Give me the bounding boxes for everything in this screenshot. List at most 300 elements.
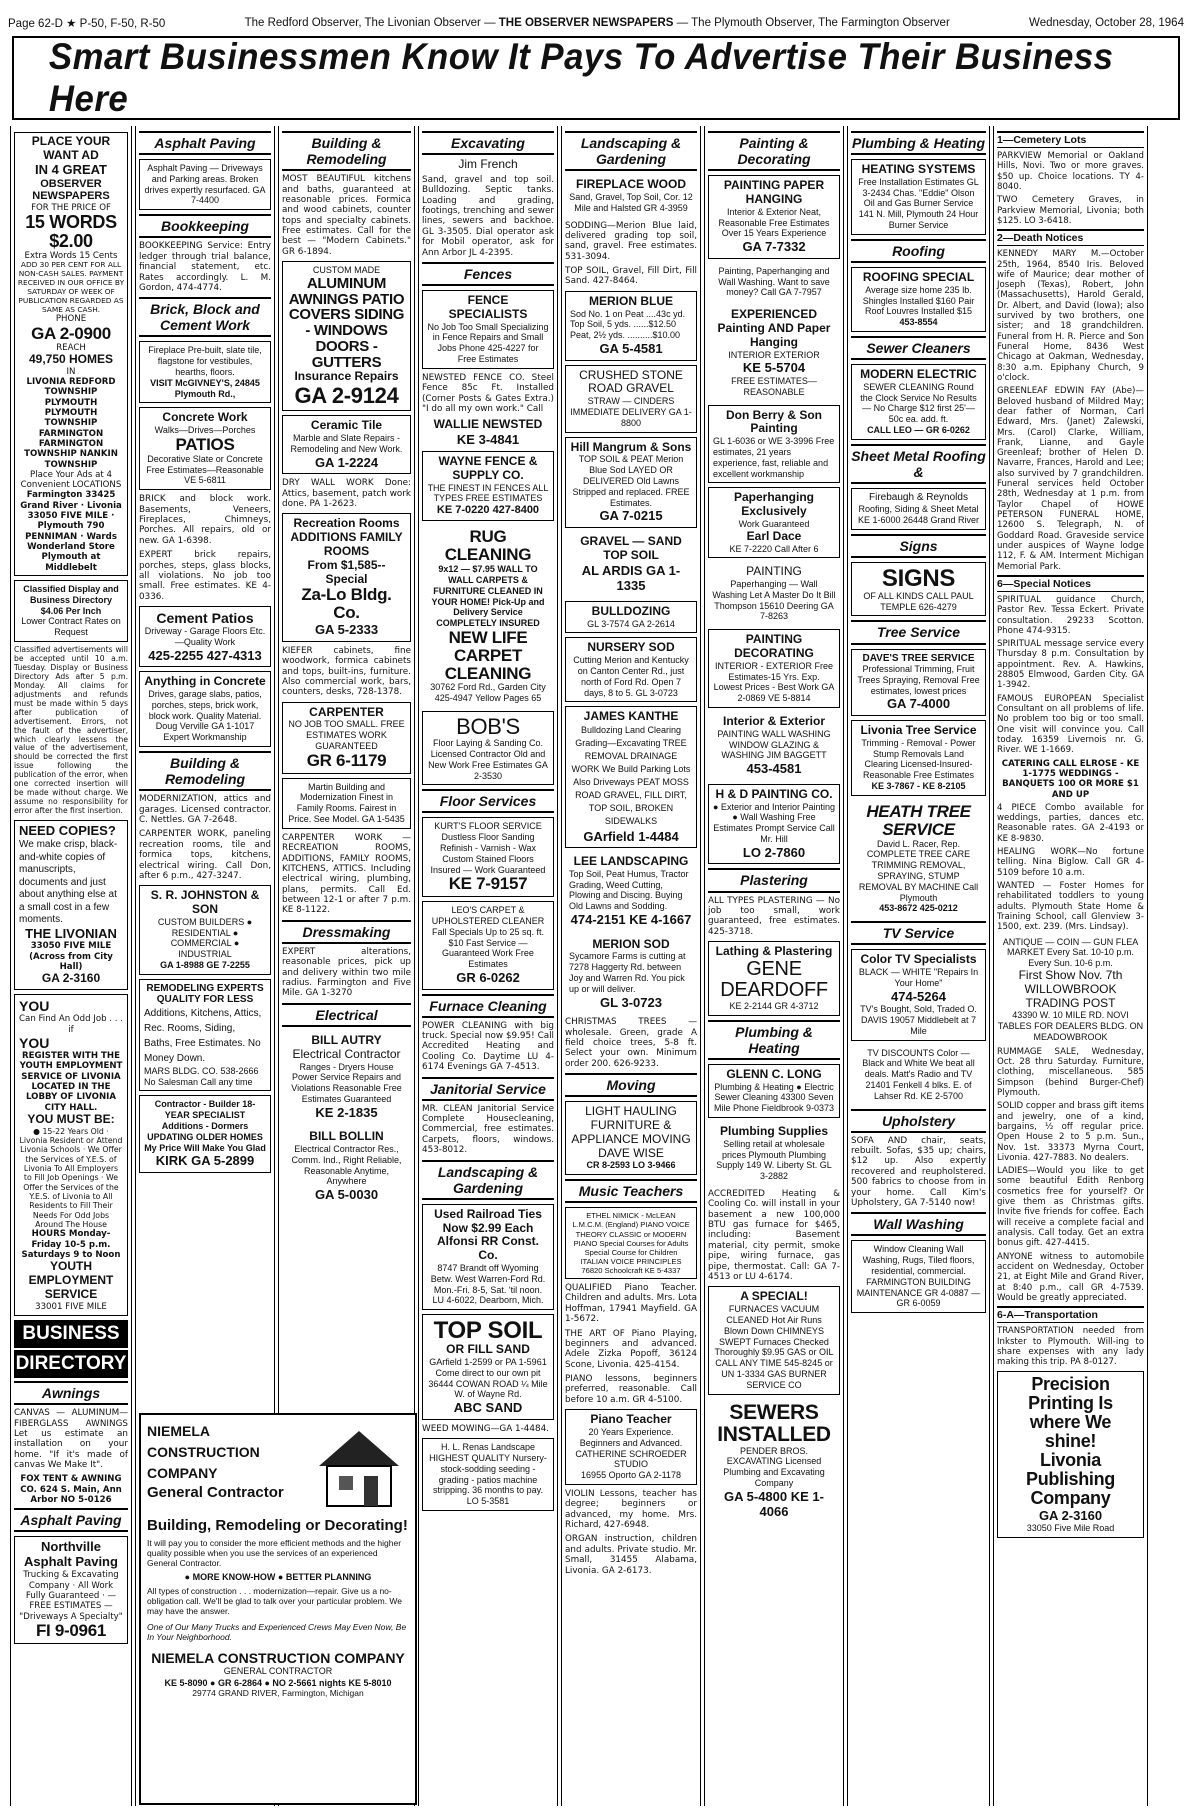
paper-hanging-ad (708, 175, 840, 259)
flea: ANTIQUE — COIN — GUN FLEA MARKET Every Sat. 10-10 p.m. Every Sun. 10-6 p.m. (1002, 936, 1139, 969)
heath-ad (851, 800, 986, 917)
bollin: BILL BOLLIN (309, 1129, 384, 1144)
crushed-text: STRAW — CINDERS IMMEDIATE DELIVERY GA 1-8800 (570, 396, 692, 428)
first-show: First Show Nov. 7th (1018, 967, 1123, 982)
dave-text: Professional Trimming, Fruit Trees Spraying, Removal Free estimates, lowest prices (857, 664, 980, 696)
nursery-ad (565, 637, 697, 702)
place-ads: Place Your Ads at 4 Convenient LOCATIONS (20, 469, 122, 491)
martin-ad: Martin Building and Modernization Finest in Family Rooms. Fairest in Price. See Model. GA 1-5435 (282, 778, 411, 829)
aluminum-phone: GA 2-9124 (294, 383, 399, 409)
anything-concrete-ad (139, 671, 271, 747)
extra-words: Extra Words 15 Cents (24, 250, 118, 261)
section-roofing: Roofing (851, 239, 986, 263)
northville-text: Trucking & Excavating Company · All Work Fully Guaranteed · — FREE ESTIMATES — "Driveways A Specialty" (19, 1570, 123, 1622)
cement-phone: 425-2255 427-4313 (148, 647, 262, 663)
price: 15 WORDS $2.00 (25, 212, 117, 252)
section-brick: Brick, Block and Cement Work (139, 297, 271, 337)
healing: HEALING WORK—No fortune telling. Nina Biglow. Call GR 4-5109 before 10 a.m. (997, 847, 1144, 878)
copper: SOLID copper and brass gift items and jewelry, one of a kind, bargains, ½ off regular price. Open House 2 to 5 p.m. Sun., Nov. 1st. 33373 Myrna Court, Livonia. 427-7883. No dealers. (997, 1101, 1144, 1163)
johnston-phone: GA 1-8988 GE 7-2255 (160, 960, 250, 971)
section-cemetery: 1—Cemetery Lots (997, 131, 1144, 148)
kanthe-ad (565, 706, 697, 848)
livpub-addr: 33050 Five Mile Road (1026, 1523, 1115, 1534)
modernization-ad: MODERNIZATION, attics and garages. Licensed contractor. C. Nettles. GA 7-2648. (139, 794, 271, 825)
nursery-text: Cutting Merion and Kentucky on Canton Center Rd., just north of Ford Rd. Open 7 days, 8 to 5. GL 3-0723 (573, 655, 689, 698)
daves-tree-ad (851, 649, 986, 716)
abc-sand: ABC SAND (453, 1400, 523, 1416)
insurance: Insurance Repairs (294, 369, 399, 384)
fence-spec: FENCE SPECIALISTS (448, 292, 528, 321)
piano-ad-2: THE ART OF Piano Playing, beginners and advanced. Adele Zizka Popoff, 36124 Scone, Livonia. 425-4154. (565, 1328, 697, 1370)
ethel-ad: ETHEL NIMICK - McLEAN L.M.C.M. (England) PIANO VOICE THEORY CLASSIC or MODERN PIANO Special Courses for Adults Special Course for Children ITALIAN VOICE PRINCIPLES 76820 Schoolcraft KE 5-4337 (565, 1207, 697, 1279)
observer: OBSERVER NEWSPAPERS (32, 177, 110, 203)
experienced: EXPERIENCED Painting AND Paper Hanging (717, 307, 831, 349)
precision: Precision Printing Is where We shine! (1028, 1374, 1113, 1452)
carpenter-text: NO JOB TOO SMALL. FREE ESTIMATES WORK GUARANTEED (288, 719, 405, 752)
section-asphalt: Asphalt Paving (14, 1508, 128, 1532)
phone: GA 2-0900 (31, 323, 111, 343)
papers-left: The Redford Observer, The Livonian Observer — (244, 17, 496, 29)
merion-sod: MERION SOD (592, 936, 670, 951)
niemela-phone: KE 5-8090 ● GR 6-2864 ● NO 2-5661 nights KE 5-8010 (164, 1678, 392, 1688)
heating: HEATING SYSTEMS (861, 162, 976, 177)
ardis-ad (565, 532, 697, 597)
signs-ad (851, 562, 986, 617)
bobs-ad (422, 711, 554, 785)
window-cleaning-ad: Window Cleaning Wall Washing, Rugs, Tiled floors, residential, commercial. FARMINGTON BUILDING MAINTENANCE GR 4-0887 — GR 6-0059 (851, 1240, 986, 1313)
cement-patios: Cement Patios (156, 610, 254, 626)
column-5 (561, 126, 701, 1806)
column-6 (704, 126, 844, 1806)
lower-rates: Lower Contract Rates on Request (21, 616, 121, 638)
signs: SIGNS (881, 564, 956, 592)
lathing: Lathing & Plastering (715, 944, 833, 959)
hours: HOURS Monday-Friday 10-5 p.m. Saturdays 9 to Noon (21, 1229, 121, 1261)
greenleaf-notice: GREENLEAF EDWIN FAY (Abe)—Beloved husband of Mildred May; dear father of Norman, Carl Edward, Mrs. (Janet) Zalewski, Mrs. (Carol) Clarke, William, Frank, Lianne, and Gayle Greenleaf; brother of Helen D. Navarre, Frances, Harold and Lee; also survived by 7 grandchildren. Funeral services held October 28th, Wednesday at 1 p.m. from Taylor Chapel of HOWE PETERSON FUNERAL HOME, 12600 S. Telegraph, N. of Goddard Road. Graveside service under auspices of Wayne lodge 112, F. & AM. Interment Michigan Memorial Park. (997, 386, 1144, 572)
section-moving: Moving (565, 1073, 697, 1097)
topsoil-ad (422, 1314, 554, 1420)
merion-sod-text: Sycamore Farms is cutting at 7278 Haggerty Rd. between Joy and Warren Rd. You pick up or will deliver. (569, 951, 686, 994)
drywall-ad: DRY WALL WORK Done: Attics, basement, patch work done. PA 1-2623. (282, 478, 411, 510)
remodeling: REMODELING EXPERTS QUALITY FOR LESS (146, 982, 264, 1006)
lee-ad (565, 852, 697, 931)
section-death: 2—Death Notices (997, 229, 1144, 246)
rug: RUG CLEANING (444, 527, 532, 565)
kirk-ad (139, 1095, 271, 1173)
kitchens-ad: MOST BEAUTIFUL kitchens and baths, guaranteed at reasonable prices. Formica and wood cabinets, counter tops and specialty cabinets. Free estimates. Call for the best — "Modern Cabinets." GR 6-1894. (282, 174, 411, 257)
wall-washing-ad: Painting, Paperhanging and Wall Washing. Want to save money? Call GA 7-7957 (718, 265, 830, 298)
janitorial-ad: MR. CLEAN Janitorial Service Complete Housecleaning, Commercial, free estimates. Carpets, floors, windows. 453-8012. (422, 1103, 554, 1156)
liv-text: Trimming - Removal - Power Stump Removals Land Clearing Licensed-Insured-Reasonable Free Estimates (861, 737, 976, 781)
livonian-addr: 33050 FIVE MILE (Across from City Hall) (29, 941, 113, 973)
towns: LIVONIA REDFORD TOWNSHIP PLYMOUTH PLYMOUTH TOWNSHIP FARMINGTON FARMINGTON TOWNSHIP NANKIN TOWNSHIP (24, 377, 118, 470)
custom-made: CUSTOM MADE (312, 265, 381, 276)
phone-label: PHONE (55, 314, 87, 325)
kanthe-text: Bulldozing Land Clearing Grading—Excavating TREE REMOVAL DRAINAGE WORK We Build Parking Lots Also Driveways PEAT MOSS ROAD GRAVEL, FILL DIRT, TOP SOIL, BROKEN SIDEWALKS (571, 725, 691, 827)
firebaugh-ad (851, 488, 986, 530)
earl-dace: Earl Dace (746, 528, 802, 543)
column-7 (847, 126, 990, 1806)
catering: CATERING CALL ELROSE - KE 1-1775 WEDDINGS - BANQUETS 100 OR MORE $1 AND UP (1001, 758, 1140, 800)
awnings-ad-box (282, 261, 411, 411)
decorating-text: INTERIOR - EXTERIOR Free Estimates-15 Yrs. Exp. Lowest Prices - Best Work GA 2-0869 VE 5-8814 (713, 660, 835, 704)
section-plumbing: Plumbing & Heating (708, 1020, 840, 1060)
cement-text: Driveway - Garage Floors Etc.—Quality Work (144, 626, 266, 647)
mars-bldg: MARS BLDG. CO. 538-2666 No Salesman Call any time (144, 1065, 259, 1087)
northville-ad (14, 1536, 128, 1643)
light-hauling: LIGHT HAULING FURNITURE & APPLIANCE MOVING DAVE WISE (571, 1104, 691, 1160)
wallie-phone: KE 3-4841 (456, 432, 520, 448)
niemela-text3: One of Our Many Trucks and Experienced Crews May Even Now, Be In Your Neighborhood. (147, 1622, 407, 1642)
roofing-phone: 453-8554 (899, 317, 938, 328)
northville-phone: FI 9-0961 (35, 1620, 107, 1640)
bollin-ad (282, 1127, 411, 1206)
lee: LEE LANDSCAPING (573, 854, 689, 869)
heath: HEATH TREE SERVICE (866, 801, 971, 839)
must-be: YOU MUST BE: (27, 1111, 115, 1126)
section-transport: 6-A—Transportation (997, 1306, 1144, 1323)
rug-ad (422, 525, 554, 707)
piano-teacher-phone: 16955 Oporto GA 2-1178 (581, 1470, 681, 1481)
fox-tent: FOX TENT & AWNING CO. 624 S. Main, Ann Arbor NO 5-0126 (20, 1474, 122, 1506)
spiritual-1: SPIRITUAL guidance Church, Pastor Rev. Tessa Eckert. Private consultation. 29233 Scotton. Phone 474-9315. (997, 594, 1144, 636)
northville: Northville Asphalt Paving (24, 1539, 118, 1570)
glenn-ad (708, 1064, 840, 1118)
ceramic-ad (282, 415, 411, 474)
niemela-foot-sub: GENERAL CONTRACTOR (223, 1666, 333, 1676)
piano-teacher-text: 20 Years Experience. Beginners and Advanced. CATHERINE SCHROEDER STUDIO (575, 1426, 687, 1470)
papers-right: — The Plymouth Observer, The Farmington Observer (676, 17, 950, 29)
organ-ad: ORGAN instruction, children and adults. Private studio. Mr. Small, 31455 Alabama, Livonia. GA 2-6173. (565, 1534, 697, 1576)
hd-text: ● Exterior and Interior Painting ● Wall Washing Free Estimates Prompt Service Call Mr. Hill (713, 801, 835, 845)
niemela-knowhow: ● MORE KNOW-HOW ● BETTER PLANNING (184, 1572, 372, 1582)
firebaugh-text: Roofing, Siding & Sheet Metal KE 1-6000 26448 Grand River (857, 504, 980, 525)
plastering-ad: ALL TYPES PLASTERING — No job too small, work guaranteed, free estimates. 425-3718. (708, 895, 840, 937)
leos-ad (422, 901, 554, 989)
niemela-text: It will pay you to consider the more efficient methods and the higher quality possible when you use the services of an experienced General Contractor. (147, 1538, 402, 1568)
dave-phone: GA 7-4000 (886, 696, 951, 712)
foster: WANTED — Foster Homes for rehabilitated toddlers to young adults. Plymouth State Home & Training School, call Glenview 3-1500, ext. 239. (Mrs. Lindsay). (997, 881, 1144, 933)
witness: ANYONE witness to automobile accident on Wednesday, October 21, at Eight Mile and Grand River, at 8:40 p.m., call GR 4-7539. Would be greatly appreciated. (997, 1251, 1144, 1303)
willow-text: 43390 W. 10 MILE RD. NOVI TABLES FOR DEALERS BLDG. ON MEADOWBROOK (997, 1010, 1144, 1042)
you: YOU (19, 998, 50, 1015)
merion-sod-ad (565, 935, 697, 1014)
roofing-text: Average size home 235 lb. Shingles Installed $160 Pair Roof Louvres Installed $15 (862, 284, 975, 317)
firewood: FIREPLACE WOOD (576, 177, 686, 192)
heating-text: Free Installation Estimates GL 3-2434 Chas. "Eddie" Olson Oil and Gas Burner Service 141 N. Mill, Plymouth 24 Hour Burner Service (858, 176, 979, 231)
asphalt-ad: Asphalt Paving — Driveways and Parking areas. Broken drives expertly resurfaced. GA 7-4400 (139, 159, 271, 210)
supplies: Plumbing Supplies (719, 1123, 828, 1138)
weed-ad: WEED MOWING—GA 1-4484. (422, 1423, 549, 1434)
flea-ad (997, 937, 1144, 1043)
locations: Farmington 33425 Grand River · Livonia 33050 FIVE MILE · Plymouth 790 PENNIMAN · Wards Wonderland Store Plymouth at Middlebelt (20, 490, 122, 573)
transport: TRANSPORTATION needed from Inkster to Plymouth. Will-ing to share expenses with any lady making this trip. PA 8-0127. (997, 1326, 1144, 1368)
crushed: CRUSHED STONE ROAD GRAVEL (579, 367, 683, 396)
reach: REACH (56, 342, 86, 353)
signs-text: OF ALL KINDS CALL PAUL TEMPLE 626-4279 (863, 590, 974, 612)
ceramic: Ceramic Tile (310, 418, 383, 433)
baggett-ad (708, 712, 840, 780)
liv-phone: KE 3-7867 - KE 8-2105 (871, 781, 966, 792)
ardis: AL ARDIS GA 1-1335 (581, 562, 681, 594)
section-painting: Painting & Decorating (708, 131, 840, 171)
in-word: IN (66, 366, 76, 377)
leos-phone: GR 6-0262 (456, 970, 520, 986)
don-berry-ad (708, 405, 840, 484)
sodding-ad: SODDING—Merion Blue laid, delivered grading top soil, sand, gravel. Free estimates. 531-3094. (565, 220, 697, 262)
must-text: ● 15-22 Years Old · Livonia Resident or Attend Livonia Schools · We Offer the Services of Y.E.S. of Livonia To All Employers to Fill Job Openings · We Offer the Services of the Y.E.S. of Livonia to All Residents to Fill Their Needs For Odd Jobs Around The House (19, 1126, 123, 1230)
concrete-sub: Walks—Drives—Porches (154, 425, 256, 436)
roofing-special: ROOFING SPECIAL (862, 269, 975, 284)
railroad: Used Railroad Ties Now $2.99 Each Alfonsi RR Const. Co. (434, 1206, 542, 1263)
kirk-phone: KIRK GA 5-2899 (155, 1153, 255, 1169)
section-building-2: Building & Remodeling (282, 131, 411, 171)
paper-hanging: PAINTING PAPER HANGING (723, 178, 825, 206)
section-dressmaking: Dressmaking (282, 920, 411, 944)
glenn: GLENN C. LONG (726, 1066, 822, 1081)
sewers-text: PENDER BROS. EXCAVATING Licensed Plumbing and Excavating Company (723, 1445, 825, 1488)
color-sub: TV's Bought, Sold, Traded O. DAVIS 19057 Middlebelt at 7 Mile (860, 1004, 977, 1036)
ladies: LADIES—Would you like to get some beautiful Edith Renborg cosmetics free for yourself? Or give them as Christmas gifts. Invite five friends for coffee. Each will receive a complete facial and analysis. Call today. Get an extra bonus gift. 427-4415. (997, 1166, 1144, 1249)
hill-text: TOP SOIL & PEAT Merion Blue Sod LAYED OR DELIVERED Old Lawns Stripped and replaced. FREE Estimates. (572, 454, 690, 508)
painting-2-text: Paperhanging — Wall Washing Let A Master Do It Bill Thompson 15610 Deering GA 7-8263 (712, 579, 836, 622)
exp-phone: KE 5-5704 (742, 360, 806, 376)
graves-ad: TWO Cemetery Graves, in Parkview Memorial, Livonia; both $125. LO 3-6418. (997, 195, 1144, 226)
painting-2: PAINTING (746, 564, 802, 579)
railroad-text: 8747 Brandt off Wyoming Betw. West Warren-Ford Rd. Mon.-Fri. 8-5, Sat. 'til noon. LU 4-6022, Dearborn, Mich. (430, 1262, 546, 1306)
fence-text: No Job Too Small Specializing in Fence Repairs and Small Jobs Phone 425-4227 for Free Estimates (427, 321, 549, 364)
merion-sod-phone: GL 3-0723 (600, 994, 662, 1010)
sewers-ad (708, 1399, 840, 1523)
sewers: SEWERS INSTALLED (717, 1400, 831, 1446)
directory-title: DIRECTORY (14, 1350, 128, 1378)
bollin-text: Electrical Contractor Res., Comm. Ind., Right Reliable, Reasonable Anytime, Anywhere (291, 1144, 402, 1187)
livonia-tree: Livonia Tree Service (860, 723, 977, 738)
section-awnings: Awnings (14, 1381, 128, 1405)
experienced-ad (708, 305, 840, 400)
light-hauling-ad (565, 1101, 697, 1175)
register: REGISTER WITH THE YOUTH EMPLOYMENT SERVICE OF LIVONIA LOCATED IN THE LOBBY OF LIVONIA CITY HALL. (19, 1051, 123, 1113)
willowbrook: WILLOWBROOK TRADING POST (1024, 981, 1117, 1010)
niemela-ad (139, 1413, 417, 1805)
parkview-ad: PARKVIEW Memorial or Oakland Hills, Novi. Two or more graves. $50 up. Choice locations. TY 4-8040. (997, 151, 1144, 192)
firewood-text: Sand, Gravel, Top Soil, Cor. 12 Mile and Halsted GR 4-3959 (569, 191, 693, 213)
brick-ad: BRICK and block work. Basements, Veneers, Fireplaces, Chimneys, Porches. All repairs, old or new. GA 1-6398. (139, 494, 271, 546)
section-furnace: Furnace Cleaning (422, 994, 554, 1018)
section-music: Music Teachers (565, 1179, 697, 1203)
cement-patios-ad (139, 606, 271, 667)
autry: BILL AUTRY (311, 1032, 382, 1047)
classified-rates (14, 580, 128, 642)
wayne-text: THE FINEST IN FENCES ALL TYPES FREE ESTIMATES (427, 482, 549, 504)
autry-ad (282, 1031, 411, 1123)
cash-note: ADD 30 PER CENT FOR ALL NON-CASH SALES. PAYMENT RECEIVED IN OUR OFFICE BY SATURDAY OF WEEK OF PUBLICATION REGARDED AS SAME AS CASH. (17, 260, 125, 314)
niemela-name: NIEMELA CONSTRUCTION COMPANY (147, 1423, 260, 1481)
need-text: We make crisp, black-and-white copies of manuscripts, documents and just about anything else at a small cost in a few moments. (19, 839, 118, 926)
for-price: FOR THE PRICE OF (31, 202, 111, 213)
page-number: Page 62-D ★ P-50, F-50, R-50 (8, 18, 166, 30)
section-special: 6—Special Notices (997, 575, 1144, 592)
gene-deardoff: GENE DEARDOFF (720, 957, 828, 1001)
livonian-phone: GA 2-3160 (41, 971, 101, 986)
fill-sand: OR FILL SAND (446, 1342, 530, 1357)
zalo-ad (282, 513, 411, 641)
gravel: GRAVEL — SAND TOP SOIL (580, 533, 682, 562)
section-sewer: Sewer Cleaners (851, 336, 986, 360)
recreation: Recreation Rooms ADDITIONS FAMILY ROOMS (290, 516, 403, 559)
niemela-addr: 29774 GRAND RIVER, Farmington, Michigan (192, 1688, 364, 1698)
new-life: NEW LIFE CARPET CLEANING (444, 627, 532, 683)
section-upholstery: Upholstery (851, 1109, 986, 1133)
business-title: BUSINESS (14, 1320, 128, 1348)
hd-phone: LO 2-7860 (742, 844, 806, 860)
heating-ad (851, 159, 986, 235)
baggett-phone: 453-4581 (746, 761, 802, 777)
crushed-ad (565, 365, 697, 433)
policy: Classified advertisements will be accepted until 10 a.m. Tuesday. Display or Business Directory Ads after 5 p.m. Monday. All claims for adjustments and refunds must be made within 5 days after publication of advertisement. Errors, not the fault of the advertiser, which clearly lessens the value of the advertisement, should be corrected the first issue following the publication of the error, when one corrected insertion will be made without charge. We assume no responsibility for error after the first insertion. (14, 644, 128, 816)
section-landscaping: Landscaping & Gardening (422, 1160, 554, 1200)
issue-date: Wednesday, October 28, 1964 (1029, 17, 1184, 29)
piano-teacher: Piano Teacher (590, 1412, 672, 1427)
you2: YOU (19, 1034, 50, 1051)
paper-text: Interior & Exterior Neat, Reasonable Free Estimates Over 15 Years Experience (718, 206, 830, 239)
wallie: WALLIE NEWSTED (433, 417, 543, 432)
color-tv: Color TV Specialists (860, 952, 977, 967)
french-ad: Sand, gravel and top soil. Bulldozing. Septic tanks. Loading and grading, footings, trenching and sewer lines, sewers and backhoe. GL 3-3505. Dial operator ask for Mobil operator, ask for Ann Arbor JL 4-2395. (422, 174, 554, 258)
combo: 4 PIECE Combo available for weddings, parties, dances etc. Reasonable rates. GA 2-4193 or KE 8-9830. (997, 802, 1144, 844)
merion-text: Sod No. 1 on Peat ....43c yd. Top Soil, 5 yds. ......$12.50 Peat, 2½ yds. ..........$10.00 (570, 308, 686, 341)
livonian: THE LIVONIAN (25, 925, 117, 941)
earl-ad (708, 487, 840, 558)
hill-phone: GA 7-0215 (599, 508, 663, 524)
don-berry: Don Berry & Son Painting (725, 407, 822, 436)
bookkeeping-ad: BOOKKEEPING Service: Entry ledger through trial balance, financial statement, etc. Rates accordingly. L. M. Gordon, 474-4774. (139, 241, 271, 293)
roofing-ad (851, 267, 986, 332)
livonia-tree-ad (851, 720, 986, 796)
place-ad: PLACE YOUR WANT AD (31, 134, 111, 162)
color-text: BLACK — WHITE "Repairs In Your Home" (858, 967, 979, 988)
wayne-ad (422, 451, 554, 521)
ceramic-text: Marble and Slate Repairs - Remodeling and New Work. (290, 433, 403, 454)
concrete-ad (139, 407, 271, 490)
light-phone: CR 8-2593 LO 3-9466 (586, 1160, 676, 1171)
anything-text: Drives, garage slabs, patios, porches, steps, brick work, block work. Quality Material. Doug Verville GA 1-1017 Expert Workmanship (148, 689, 262, 743)
piano-ad-1: QUALIFIED Piano Teacher. Children and adults. Mrs. Lota Hoffman, 17941 Mayfield. GA 1-5672. (565, 1283, 697, 1325)
bulldozing: BULLDOZING (591, 603, 671, 618)
exp-sub: FREE ESTIMATES—REASONABLE (731, 375, 817, 397)
column-want-ads (10, 126, 132, 1806)
exp-text: INTERIOR EXTERIOR (728, 349, 820, 360)
autry-phone: KE 2-1835 (315, 1104, 378, 1120)
headline-banner (12, 36, 1180, 120)
special-text: FURNACES VACUUM CLEANED Hot Air Runs Blown Down CHIMNEYS SWEPT Furnaces Checked Thoroughly $9.95 GAS or OIL CALL ANY TIME 545-8245 or UN 1-3334 GAS BURNER SERVICE CO (714, 1304, 834, 1390)
new-life-text: 30762 Ford Rd., Garden City 425-4947 Yellow Pages 65 (430, 682, 546, 704)
livonia-publishing: Livonia Publishing Company (1026, 1450, 1115, 1508)
need-copies-ad (14, 820, 128, 990)
autry-sub: Electrical Contractor (292, 1046, 401, 1061)
gene-phone: KE 2-2144 GR 4-3712 (729, 1000, 819, 1011)
kurts-text: KURT'S FLOOR SERVICE Dustless Floor Sanding Refinish - Varnish - Wax Custom Stained Floors Insured — Work Guaranteed (430, 821, 546, 875)
decorating: PAINTING DECORATING (734, 632, 814, 661)
lee-phone: 474-2151 KE 4-1667 (570, 912, 692, 928)
zalo: Za-Lo Bldg. Co. (301, 585, 392, 623)
tv-discounts-ad: TV DISCOUNTS Color — Black and White We beat all deals. Matt's Radio and TV 21401 Fenkell 4 blks. E. of Lahser Rd. KE 2-5700 (862, 1047, 975, 1101)
concrete: Concrete Work (162, 410, 248, 425)
carpenter-box (282, 702, 411, 774)
newsted-ad: NEWSTED FENCE CO. Steel Fence 85c Ft. Installed (Corner Posts & Gates Extra.) "I do all my own work." Call (422, 372, 554, 414)
niemela-foot: NIEMELA CONSTRUCTION COMPANY (151, 1650, 405, 1666)
section-floor: Floor Services (422, 789, 554, 813)
mcgivney-ad (139, 341, 271, 403)
remodeling-ad (139, 979, 271, 1092)
you-text: Can Find An Odd Job . . . if (19, 1014, 123, 1035)
house-illustration (309, 1421, 409, 1511)
bulldozing-ad (565, 601, 697, 634)
papr-text: Work Guaranteed (738, 518, 810, 529)
lee-text: Top Soil, Peat Humus, Tractor Grading, Weed Cutting, Plowing and Discing. Buying Old Lawns and Sodding. (569, 868, 689, 912)
in-four: IN 4 GREAT (35, 161, 107, 177)
piano-teacher-ad (565, 1409, 697, 1485)
alterations-ad: EXPERT alterations, reasonable prices, pick up and delivery within two mile radius. Farmington and Five Mile. GA 1-3270 (282, 946, 411, 999)
glenn-text: Plumbing & Heating ● Electric Sewer Cleaning 43300 Seven Mile Phone Fieldbrook 9-0373 (713, 1081, 835, 1114)
rug-text: 9x12 — $7.95 WALL TO WALL CARPETS & FURNITURE CLEANED IN YOUR HOME! Pick-Up and Delivery Service COMPLETELY INSURED (431, 564, 545, 629)
section-building: Building & Remodeling (139, 751, 271, 791)
hill: Hill Mangrum & Sons (570, 439, 692, 454)
interior-exterior: Interior & Exterior (722, 714, 826, 729)
niemela-text2: All types of construction . . . modernization—repair. Give us a no-obligation call. We'll be glad to talk over your particular problem. We may have the answer. (147, 1586, 403, 1616)
color-phone: 474-5264 (891, 988, 946, 1004)
xmas-ad: CHRISTMAS TREES — wholesale. Green, grade A field choice trees, 5-8 ft. Select your own. Minimum order 200. 626-9233. (565, 1017, 697, 1069)
section-asphalt-paving: Asphalt Paving (139, 131, 271, 155)
bobs: BOB'S (456, 714, 520, 740)
wayne: WAYNE FENCE & SUPPLY CO. (438, 454, 538, 482)
want-ad-box (14, 132, 128, 576)
anything-concrete: Anything in Concrete (144, 674, 266, 689)
section-signs: Signs (851, 534, 986, 558)
section-tree: Tree Service (851, 620, 986, 644)
carpenter-phone: GR 6-1179 (306, 750, 387, 770)
livpub-phone: GA 2-3160 (1038, 1507, 1103, 1523)
niemela-head: Building, Remodeling or Decorating! (147, 1517, 408, 1534)
section-wall-washing: Wall Washing (851, 1212, 986, 1236)
carpenter-work-ad: CARPENTER WORK — RECREATION ROOMS, ADDITIONS, FAMILY ROOMS, KITCHENS, ATTICS. Including electrical wiring, plumbing, plans, permits. Call Ed. between 12-1 or after 7 p.m. KE 8-1122. (282, 832, 411, 916)
wayne-phone: KE 7-0220 427-8400 (436, 504, 540, 517)
yes-addr: 33001 FIVE MILE (35, 1301, 107, 1312)
fill-text: GArfield 1-2599 or PA 1-5961 Come direct to our own pit 36444 COWAN ROAD ¼ Mile W. of Wayne Rd. (428, 1357, 548, 1400)
aluminum: ALUMINUM AWNINGS PATIO COVERS SIDING - WINDOWS DOORS - GUTTERS (288, 274, 405, 371)
johnston-ad (139, 885, 271, 975)
johnston: S. R. JOHNSTON & SON (150, 888, 260, 917)
firewood-ad (565, 175, 697, 216)
paper-phone: GA 7-7332 (742, 239, 806, 255)
special: A SPECIAL! (740, 1289, 808, 1304)
rummage: RUMMAGE SALE, Wednesday, Oct. 28 thru Saturday. Furniture, clothing, miscellaneous. 585 Simpson (behind Burger-Chef) Plymouth. (997, 1046, 1144, 1098)
kurts-ad (422, 817, 554, 897)
section-janitorial: Janitorial Service (422, 1077, 554, 1101)
accredited-ad: ACCREDITED Heating & Cooling Co. will install in your basement a new 100,000 BTU gas furnace for $465, including: Basement material, city permit, smoke pipe, wiring furnace, gas pipe, thermostat. Call: GA 7-4513 or LU 4-6174. (708, 1188, 840, 1282)
carpenter-ad: CARPENTER WORK, paneling recreation rooms, tile and formica tops, kitchens, electrical wiring. Call Don, after 6 p.m., 427-3247. (139, 829, 271, 881)
leos-text: LEO'S CARPET & UPHOLSTERED CLEANER Fall Specials Up to 25 sq. ft. $10 Fast Service — Guaranteed Work Free Estimates (431, 905, 545, 970)
section-electrical: Electrical (282, 1003, 411, 1027)
patios: PATIOS (175, 435, 235, 455)
kanthe: JAMES KANTHE (583, 709, 679, 724)
headline: Smart Businessmen Know It Pays To Advertise Their Business Here (48, 36, 1114, 119)
kirk-text: Contractor - Builder 18-YEAR SPECIALIST Additions - Dormers UPDATING OLDER HOMES My Price Will Make You Glad (144, 1099, 266, 1153)
rec-from: From $1,585--Special (307, 557, 386, 586)
earl-text: KE 7-2220 Call After 6 (729, 543, 819, 554)
don-text: GL 1-6036 or WE 3-3996 Free estimates, 21 years experience, fast, reliable and excellent workmanship (713, 436, 835, 479)
merion-ad (565, 291, 697, 361)
